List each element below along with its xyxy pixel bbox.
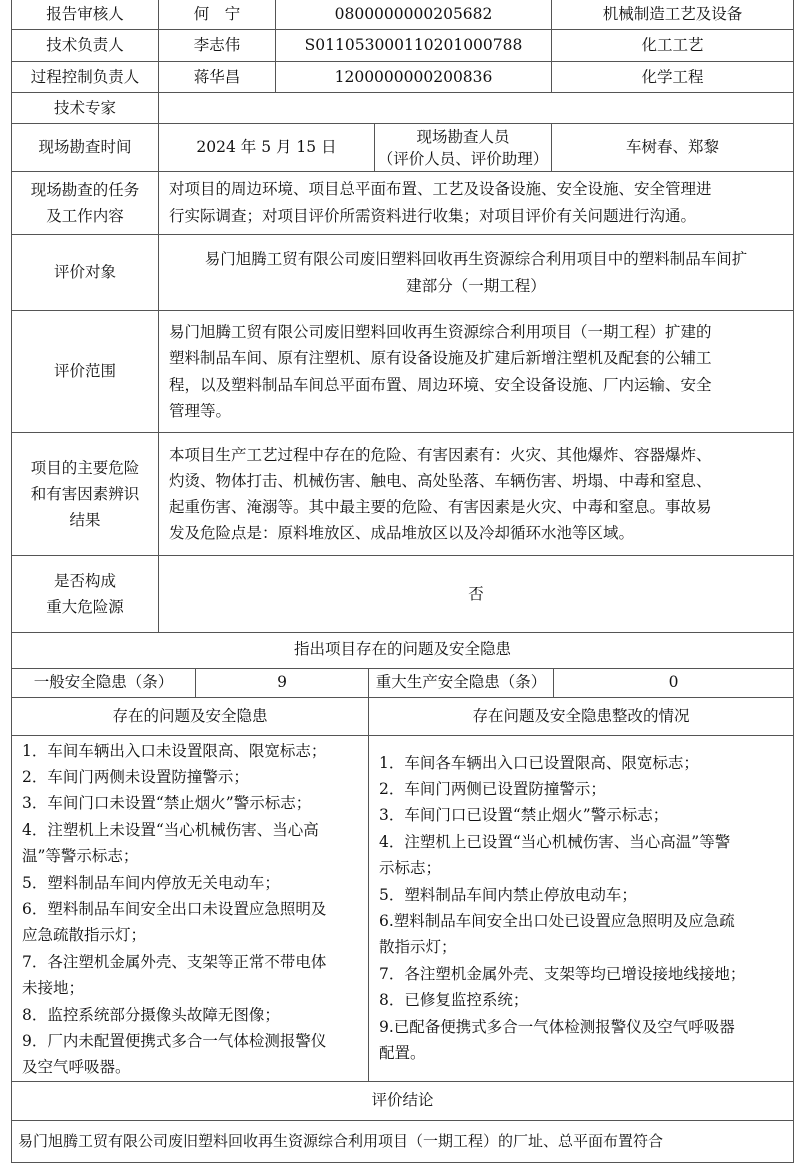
hazards-line: 灼烫、物体打击、机械伤害、触电、高处坠落、车辆伤害、坍塌、中毒和窒息、 <box>169 472 712 490</box>
major-hazard-label-line: 重大危险源 <box>46 598 124 616</box>
hazards-row <box>12 433 794 556</box>
problems-list <box>12 735 369 1081</box>
major-hazard-label <box>12 556 159 633</box>
hazards-label-line: 结果 <box>69 511 101 529</box>
issues-list-row <box>12 735 794 1081</box>
list-item: 3．车间门口已设置“禁止烟火”警示标志； <box>379 806 669 825</box>
hazards-line: 起重伤害、淹溺等。其中最主要的危险、有害因素是火灾、中毒和窒息。事故易 <box>169 498 712 516</box>
problems-column-header: 存在的问题及安全隐患 <box>12 697 369 735</box>
hazards-line: 本项目生产工艺过程中存在的危险、有害因素有：火灾、其他爆炸、容器爆炸、 <box>169 446 712 464</box>
rectifications-list <box>369 735 794 1081</box>
specialty-cell: 机械制造工艺及设备 <box>552 0 794 30</box>
cert-number-cell: S011053000110201000788 <box>276 30 552 62</box>
list-item: 温”等警示标志； <box>22 847 139 866</box>
hazards-label <box>12 433 159 556</box>
list-item: 1．车间各车辆出入口已设置限高、限宽标志； <box>379 753 699 772</box>
expert-empty-cell <box>159 93 794 124</box>
list-item: 8．监控系统部分摄像头故障无图像； <box>22 1005 280 1024</box>
personnel-row <box>12 62 794 93</box>
name-cell: 李志伟 <box>159 30 276 62</box>
survey-task-label-line: 及工作内容 <box>46 207 124 225</box>
general-hazard-count: 9 <box>196 668 369 697</box>
name-cell: 何 宁 <box>159 0 276 30</box>
survey-time-label: 现场勘查时间 <box>12 124 159 172</box>
major-hazard-value: 否 <box>159 556 794 633</box>
cert-number-cell: 1200000000200836 <box>276 62 552 93</box>
object-label: 评价对象 <box>12 235 159 311</box>
scope-line: 程，以及塑料制品车间总平面布置、周边环境、安全设备设施、厂内运输、安全 <box>169 375 712 394</box>
issues-table <box>11 632 794 1163</box>
survey-task-row <box>12 172 794 235</box>
list-item: 9．厂内未配置便携式多合一气体检测报警仪 <box>22 1031 327 1050</box>
survey-row <box>12 124 794 172</box>
object-row <box>12 235 794 311</box>
general-hazard-label: 一般安全隐患（条） <box>12 668 196 697</box>
survey-staff-label-line: （评价人员、评价助理） <box>377 149 549 168</box>
major-hazard-row <box>12 556 794 633</box>
list-item: 7．各注塑机金属外壳、支架等均已增设接地线接地； <box>379 964 746 983</box>
list-item: 2．车间门两侧未设置防撞警示； <box>22 767 249 786</box>
report-info-table <box>11 0 794 633</box>
list-item: 示标志； <box>379 859 442 878</box>
survey-staff-value: 车树春、郑黎 <box>552 124 794 172</box>
hazards-label-line: 项目的主要危险 <box>30 459 140 477</box>
list-item: 及空气呼吸器。 <box>22 1058 131 1077</box>
survey-staff-label-line: 现场勘查人员 <box>416 127 510 146</box>
role-cell: 过程控制负责人 <box>12 62 159 93</box>
specialty-cell: 化工工艺 <box>552 30 794 62</box>
list-item: 8．已修复监控系统； <box>379 991 529 1010</box>
survey-task-line: 行实际调查；对项目评价所需资料进行收集；对项目评价有关问题进行沟通。 <box>169 207 697 225</box>
role-cell: 技术负责人 <box>12 30 159 62</box>
list-item: 4．注塑机上已设置“当心机械伤害、当心高温”等警 <box>379 832 731 851</box>
object-line: 建部分（一期工程） <box>406 276 546 295</box>
conclusion-row <box>12 1120 794 1162</box>
survey-task-label-line: 现场勘查的任务 <box>30 181 140 199</box>
name-cell: 蒋华昌 <box>159 62 276 93</box>
issues-heading-row <box>12 632 794 668</box>
personnel-row <box>12 0 794 30</box>
survey-task-content <box>159 172 794 235</box>
list-item: 配置。 <box>379 1043 426 1062</box>
list-item: 未接地； <box>22 979 85 998</box>
list-item: 散指示灯； <box>379 938 457 957</box>
personnel-row <box>12 30 794 62</box>
major-hazard-count: 0 <box>554 668 794 697</box>
major-hazard-label-line: 是否构成 <box>53 572 116 590</box>
scope-row <box>12 311 794 433</box>
survey-task-label <box>12 172 159 235</box>
scope-line: 塑料制品车间、原有注塑机、原有设备设施及扩建后新增注塑机及配套的公辅工 <box>169 349 712 367</box>
issues-heading: 指出项目存在的问题及安全隐患 <box>12 632 794 668</box>
conclusion-heading-row <box>12 1081 794 1120</box>
scope-content <box>159 311 794 433</box>
list-item: 7．各注塑机金属外壳、支架等正常不带电体 <box>22 952 327 971</box>
conclusion-heading: 评价结论 <box>12 1081 794 1120</box>
hazards-content <box>159 433 794 556</box>
list-item: 应急疏散指示灯； <box>22 926 147 945</box>
hazard-count-row <box>12 668 794 697</box>
survey-staff-label <box>375 124 552 172</box>
list-item: 6．塑料制品车间安全出口未设置应急照明及 <box>22 899 327 918</box>
hazards-line: 发及危险点是：原料堆放区、成品堆放区以及冷却循环水池等区域。 <box>169 524 635 542</box>
survey-task-line: 对项目的周边环境、项目总平面布置、工艺及设备设施、安全设施、安全管理进 <box>169 180 712 198</box>
role-cell: 技术专家 <box>12 93 159 124</box>
role-cell: 报告审核人 <box>12 0 159 30</box>
scope-label: 评价范围 <box>12 311 159 433</box>
personnel-row <box>12 93 794 124</box>
survey-time-value: 2024 年 5 月 15 日 <box>159 124 375 172</box>
list-item: 6.塑料制品车间安全出口处已设置应急照明及应急疏 <box>379 911 735 930</box>
rectify-column-header: 存在问题及安全隐患整改的情况 <box>369 697 794 735</box>
cert-number-cell: 0800000000205682 <box>276 0 552 30</box>
list-item: 9.已配备便携式多合一气体检测报警仪及空气呼吸器 <box>379 1017 735 1036</box>
hazards-label-line: 和有害因素辨识 <box>30 485 140 503</box>
list-item: 4．注塑机上未设置“当心机械伤害、当心高 <box>22 820 319 839</box>
object-line: 易门旭腾工贸有限公司废旧塑料回收再生资源综合利用项目中的塑料制品车间扩 <box>204 249 748 268</box>
major-hazard-count-label: 重大生产安全隐患（条） <box>369 668 554 697</box>
object-content <box>159 235 794 311</box>
specialty-cell: 化学工程 <box>552 62 794 93</box>
scope-line: 管理等。 <box>169 402 232 420</box>
list-item: 2．车间门两侧已设置防撞警示； <box>379 779 606 798</box>
scope-line: 易门旭腾工贸有限公司废旧塑料回收再生资源综合利用项目（一期工程）扩建的 <box>169 322 712 341</box>
list-item: 5．塑料制品车间内停放无关电动车； <box>22 873 280 892</box>
list-item: 5．塑料制品车间内禁止停放电动车； <box>379 885 637 904</box>
list-item: 1．车间车辆出入口未设置限高、限宽标志； <box>22 741 327 760</box>
issues-column-header-row <box>12 697 794 735</box>
list-item: 3．车间门口未设置“禁止烟火”警示标志； <box>22 794 312 813</box>
conclusion-text: 易门旭腾工贸有限公司废旧塑料回收再生资源综合利用项目（一期工程）的厂址、总平面布置符合 <box>12 1120 794 1162</box>
